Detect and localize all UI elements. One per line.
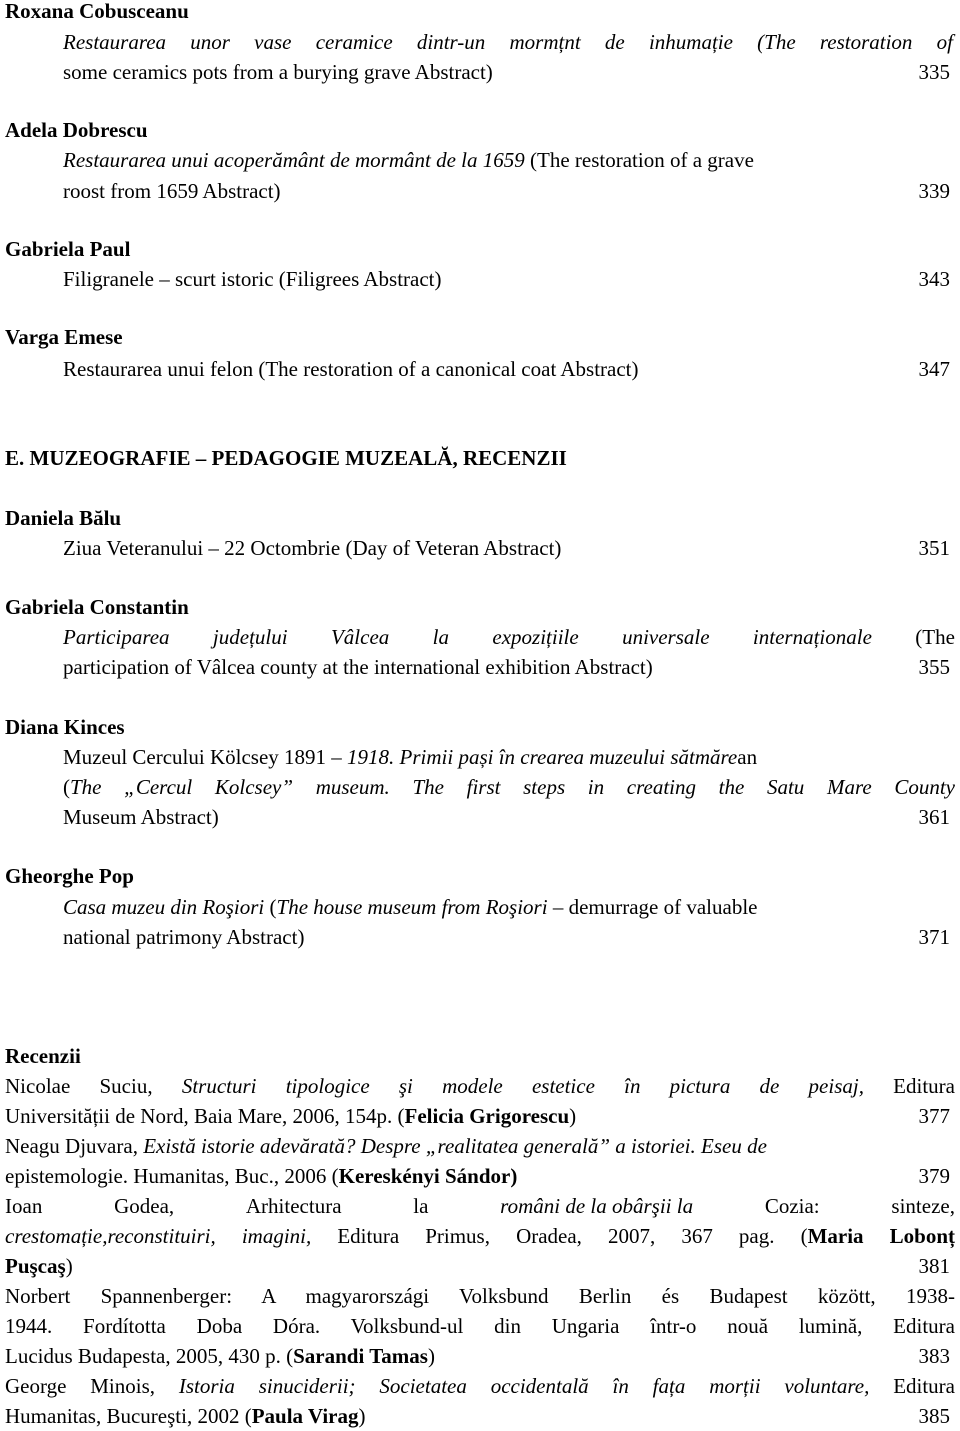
page-number: 343: [918, 267, 950, 291]
title-plain: an: [737, 745, 758, 769]
review-italic: crestomație,reconstituiri, imagini,: [5, 1224, 312, 1248]
review-line: [5, 1371, 955, 1401]
page-number: 361: [918, 805, 950, 829]
review-line: [5, 1071, 955, 1101]
review-line: [5, 1401, 365, 1431]
author-name: Daniela Bălu: [5, 506, 122, 530]
page-number: 371: [918, 925, 950, 949]
review-line: [5, 1191, 955, 1221]
title-italic: The house museum from Roşiori: [276, 895, 548, 919]
reviewer-name: Maria Lobonț: [807, 1224, 955, 1248]
review-line: [5, 1131, 767, 1161]
entry-title-line: [63, 145, 754, 175]
entry-title-line: national patrimony Abstract): [63, 925, 305, 949]
review-word: la: [413, 1194, 429, 1218]
author-name: Diana Kinces: [5, 715, 125, 739]
author-name: Gabriela Paul: [5, 237, 131, 261]
title-plain: – demurrage of valuable: [547, 895, 758, 919]
title-word: Participarea: [63, 625, 170, 649]
author-name: Gheorghe Pop: [5, 864, 134, 888]
title-plain: Muzeul Cercului Kölcsey 1891 –: [63, 745, 348, 769]
title-word: expozițiile: [492, 625, 579, 649]
entry-title-line: Restaurarea unui felon (The restoration of a canonical coat Abstract): [63, 357, 639, 381]
title-italic: Casa muzeu din Roşiori: [63, 895, 265, 919]
review-plain: ): [427, 1344, 435, 1368]
page-number: 339: [918, 179, 950, 203]
entry-title-line: participation of Vâlcea county at the international exhibition Abstract): [63, 655, 653, 679]
page-number: 385: [918, 1404, 950, 1428]
reviewer-name: Paula Virag: [251, 1404, 359, 1428]
entry-title-line: some ceramics pots from a burying grave Abstract): [63, 60, 493, 84]
review-plain: Humanitas, Bucureşti, 2002 (: [5, 1404, 252, 1428]
review-line: [5, 1251, 73, 1281]
title-word: internaționale: [752, 625, 872, 649]
title-word: Vâlcea: [330, 625, 390, 649]
entry-title-line: roost from 1659 Abstract): [63, 179, 281, 203]
title-plain: (: [264, 895, 277, 919]
reviewer-name: Felicia Grigorescu: [404, 1104, 570, 1128]
review-plain: Universității de Nord, Baia Mare, 2006, 154p. (: [5, 1104, 405, 1128]
title-word: județului: [212, 625, 288, 649]
title-word: la: [432, 625, 449, 649]
reviewer-name: Kereskényi Sándor): [338, 1164, 518, 1188]
review-word: Ioan: [5, 1194, 43, 1218]
review-plain: Editura: [869, 1374, 955, 1398]
author-name: Adela Dobrescu: [5, 118, 148, 142]
review-italic: Structuri tipologice şi modele estetice în pictura de peisaj,: [181, 1074, 864, 1098]
page-number: 351: [918, 536, 950, 560]
review-line: 1944. Fordította Doba Dóra. Volksbund-ul din Ungaria într-o nouă lumină, Editura: [5, 1314, 955, 1338]
page-number: 335: [918, 60, 950, 84]
review-plain: Editura Primus, Oradea, 2007, 367 pag. (: [311, 1224, 808, 1248]
review-plain: ): [65, 1254, 73, 1278]
title-italic: The „Cercul Kolcsey” museum. The first steps in creating the Satu Mare County: [70, 775, 955, 799]
review-plain: Nicolae Suciu,: [5, 1074, 182, 1098]
review-line: [5, 1221, 955, 1251]
entry-title-plain: (The restoration of a grave: [530, 148, 754, 172]
page-number: 383: [918, 1344, 950, 1368]
review-word: români de la obârşii la: [500, 1194, 694, 1218]
review-plain: Editura: [863, 1074, 955, 1098]
entry-title-line: [63, 622, 955, 652]
entry-title-line: Restaurarea unor vase ceramice dintr-un mormțnt de inhumație (The restoration of: [63, 30, 953, 54]
page-number: 381: [918, 1254, 950, 1278]
page-number: 355: [918, 655, 950, 679]
title-word: universale: [622, 625, 710, 649]
section-heading: E. MUZEOGRAFIE – PEDAGOGIE MUZEALĂ, RECENZII: [5, 446, 567, 470]
review-word: sinteze,: [891, 1194, 955, 1218]
review-word: Cozia:: [764, 1194, 820, 1218]
title-italic: 1918. Primii pași în crearea muzeului sătmăre: [347, 745, 738, 769]
review-line: [5, 1161, 517, 1191]
review-plain: Lucidus Budapesta, 2005, 430 p. (: [5, 1344, 294, 1368]
author-name: Gabriela Constantin: [5, 595, 189, 619]
page-number: 347: [918, 357, 950, 381]
page-number: 379: [918, 1164, 950, 1188]
reviews-heading: Recenzii: [5, 1044, 81, 1068]
review-italic: Istoria sinuciderii; Societatea occidentală în fața morții voluntare,: [178, 1374, 870, 1398]
author-name: Varga Emese: [5, 325, 123, 349]
review-plain: George Minois,: [5, 1374, 179, 1398]
title-word: (The: [915, 625, 955, 649]
entry-title-line: Filigranele – scurt istoric (Filigrees Abstract): [63, 267, 442, 291]
entry-title-italic: Restaurarea unui acoperământ de mormânt de la 1659: [63, 148, 525, 172]
entry-title-line: [63, 892, 758, 922]
entry-title-line: Ziua Veteranului – 22 Octombrie (Day of Veteran Abstract): [63, 536, 562, 560]
reviewer-name: Puşcaş: [5, 1254, 66, 1278]
entry-title-line: Museum Abstract): [63, 805, 219, 829]
review-plain: Neagu Djuvara,: [5, 1134, 144, 1158]
review-line: [5, 1341, 435, 1371]
review-line: [5, 1101, 576, 1131]
review-word: Arhitectura: [245, 1194, 342, 1218]
review-word: Godea,: [114, 1194, 175, 1218]
page-number: 377: [918, 1104, 950, 1128]
review-plain: ): [358, 1404, 366, 1428]
entry-title-line: [63, 772, 955, 802]
title-plain: (: [63, 775, 70, 799]
entry-title-line: [63, 742, 757, 772]
review-plain: ): [569, 1104, 577, 1128]
review-plain: epistemologie. Humanitas, Buc., 2006 (: [5, 1164, 339, 1188]
reviewer-name: Sarandi Tamas: [293, 1344, 428, 1368]
author-name: Roxana Cobusceanu: [5, 0, 189, 23]
review-italic: Există istorie adevărată? Despre „realitatea generală” a istoriei. Eseu de: [143, 1134, 767, 1158]
review-line: Norbert Spannenberger: A magyarországi Volksbund Berlin és Budapest között, 1938-: [5, 1284, 955, 1308]
